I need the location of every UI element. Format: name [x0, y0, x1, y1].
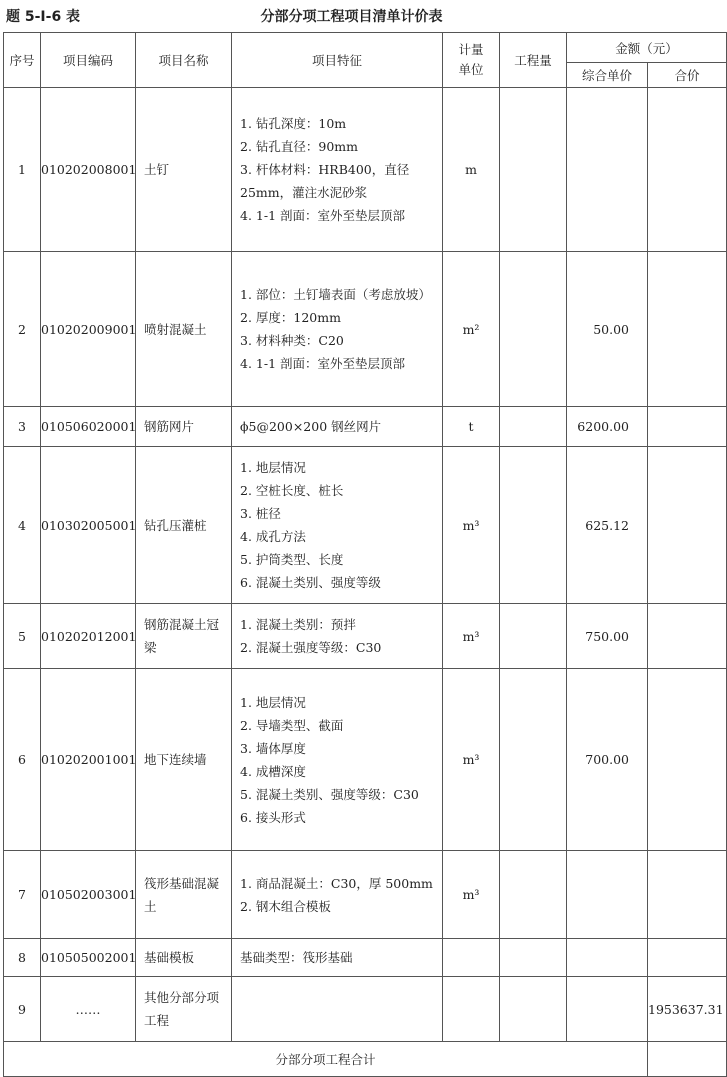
row-total-cell: [648, 604, 727, 669]
row-qty-cell: [500, 669, 567, 851]
row-qty-cell: [500, 407, 567, 447]
row-unit-price-cell: 6200.00: [567, 407, 648, 447]
feature-line: 3. 材料种类：C20: [240, 333, 344, 348]
row-code-cell: 010202009001: [41, 252, 136, 407]
feature-line: 6. 混凝土类别、强度等级: [240, 575, 381, 590]
table-row: [4, 939, 727, 977]
row-feature-cell: [232, 604, 443, 669]
row-unit-price-cell: 750.00: [567, 604, 648, 669]
row-no-cell: 7: [4, 851, 41, 939]
table-row: [4, 851, 727, 939]
table-number-label: 题 5-Ⅰ-6 表: [6, 9, 81, 25]
feature-line: 2. 混凝土强度等级：C30: [240, 640, 382, 655]
row-name-cell: 钢筋网片: [136, 407, 232, 447]
col-header-unit: [443, 33, 500, 88]
row-unit-price-cell: [567, 88, 648, 252]
row-unit-cell: [443, 977, 500, 1042]
row-code-cell: 010502003001: [41, 851, 136, 939]
row-no-cell: 6: [4, 669, 41, 851]
row-unit-cell: m: [443, 88, 500, 252]
row-code-cell: 010202001001: [41, 669, 136, 851]
feature-line: 6. 接头形式: [240, 809, 306, 825]
row-unit-price-cell: 50.00: [567, 252, 648, 407]
row-feature-cell: [232, 669, 443, 851]
feature-line: 2. 空桩长度、桩长: [240, 483, 344, 498]
table-row: [4, 447, 727, 604]
row-code-cell: 010505002001: [41, 939, 136, 977]
row-no-cell: 4: [4, 447, 41, 604]
row-unit-price-cell: [567, 851, 648, 939]
row-total-cell: [648, 939, 727, 977]
row-qty-cell: [500, 977, 567, 1042]
feature-line: 4. 成槽深度: [240, 763, 306, 779]
table-row: [4, 669, 727, 851]
feature-line: 4. 1-1 剖面：室外至垫层顶部: [240, 208, 406, 223]
row-no-cell: 8: [4, 939, 41, 977]
row-no-cell: 5: [4, 604, 41, 669]
row-no-cell: 1: [4, 88, 41, 252]
feature-line: 3. 桩径: [240, 506, 281, 521]
feature-line: 3. 墙体厚度: [240, 740, 306, 756]
row-unit-price-cell: 700.00: [567, 669, 648, 851]
col-header-unit-text: 计量单位: [458, 42, 484, 77]
row-name-cell: 土钉: [136, 88, 232, 252]
feature-line: 4. 成孔方法: [240, 529, 306, 544]
table-row: [4, 252, 727, 407]
total-row-label: 分部分项工程合计: [4, 1042, 648, 1077]
feature-line: 基础类型：筏形基础: [240, 950, 353, 965]
row-qty-cell: [500, 88, 567, 252]
row-feature-cell: [232, 407, 443, 447]
row-qty-cell: [500, 447, 567, 604]
row-unit-cell: m³: [443, 604, 500, 669]
row-code-cell: 010202008001: [41, 88, 136, 252]
row-qty-cell: [500, 939, 567, 977]
row-qty-cell: [500, 604, 567, 669]
row-code-cell: 010506020001: [41, 407, 136, 447]
row-no-cell: 2: [4, 252, 41, 407]
table-header-bar: [0, 0, 703, 32]
feature-line: 5. 护筒类型、长度: [240, 552, 344, 567]
col-header-code: 项目编码: [41, 33, 136, 88]
row-code-cell: ……: [41, 977, 136, 1042]
feature-line: 1. 混凝土类别：预拌: [240, 617, 356, 632]
row-feature-cell: [232, 851, 443, 939]
col-header-name: 项目名称: [136, 33, 232, 88]
table-row: [4, 88, 727, 252]
table-row: [4, 977, 727, 1042]
feature-line: 5. 混凝土类别、强度等级：C30: [240, 786, 419, 802]
row-total-cell: [648, 88, 727, 252]
row-no-cell: 9: [4, 977, 41, 1042]
row-unit-price-cell: 625.12: [567, 447, 648, 604]
table-row: [4, 407, 727, 447]
row-unit-price-cell: [567, 939, 648, 977]
feature-line: 2. 钢木组合模板: [240, 898, 331, 914]
row-feature-cell: [232, 939, 443, 977]
row-total-cell: [648, 669, 727, 851]
row-name-cell: 其他分部分项工程: [136, 977, 232, 1042]
feature-line: 1. 商品混凝土：C30，厚 500mm: [240, 875, 433, 891]
row-total-cell: [648, 851, 727, 939]
col-header-feature: 项目特征: [232, 33, 443, 88]
row-feature-cell: [232, 88, 443, 252]
row-code-cell: 010302005001: [41, 447, 136, 604]
total-row-value: [648, 1042, 727, 1077]
row-total-cell: [648, 407, 727, 447]
row-feature-cell: [232, 447, 443, 604]
feature-line: 1. 地层情况: [240, 694, 306, 710]
row-total-cell: [648, 447, 727, 604]
feature-line: 2. 导墙类型、截面: [240, 717, 344, 733]
row-feature-cell: [232, 977, 443, 1042]
feature-line: 1. 钻孔深度：10m: [240, 116, 347, 131]
row-unit-cell: t: [443, 407, 500, 447]
row-name-cell: 钻孔压灌桩: [136, 447, 232, 604]
feature-line: 1. 部位：土钉墙表面（考虑放坡）: [240, 287, 431, 302]
col-header-no: 序号: [4, 33, 41, 88]
table-title: 分部分项工程项目清单计价表: [260, 9, 443, 25]
col-header-total: 合价: [648, 63, 727, 88]
row-unit-cell: [443, 939, 500, 977]
col-header-qty: 工程量: [500, 33, 567, 88]
row-name-cell: 地下连续墙: [136, 669, 232, 851]
row-qty-cell: [500, 252, 567, 407]
row-unit-cell: m²: [443, 252, 500, 407]
row-unit-cell: m³: [443, 851, 500, 939]
row-feature-cell: [232, 252, 443, 407]
row-unit-price-cell: [567, 977, 648, 1042]
col-header-unit-price: 综合单价: [567, 63, 648, 88]
row-name-cell: 钢筋混凝土冠梁: [136, 604, 232, 669]
feature-line: 2. 钻孔直径：90mm: [240, 139, 359, 154]
feature-line: ϕ5@200×200 钢丝网片: [240, 419, 382, 434]
row-code-cell: 010202012001: [41, 604, 136, 669]
feature-line: 2. 厚度：120mm: [240, 310, 341, 325]
row-unit-cell: m³: [443, 669, 500, 851]
total-row: [4, 1042, 727, 1077]
row-unit-cell: m³: [443, 447, 500, 604]
row-total-cell: 1953637.31: [648, 977, 727, 1042]
feature-line: 3. 杆体材料：HRB400，直径 25mm，灌注水泥砂浆: [240, 162, 410, 200]
row-no-cell: 3: [4, 407, 41, 447]
row-name-cell: 喷射混凝土: [136, 252, 232, 407]
bill-of-quantities-table: [3, 32, 727, 1077]
row-total-cell: [648, 252, 727, 407]
row-name-cell: 基础模板: [136, 939, 232, 977]
feature-line: 4. 1-1 剖面：室外至垫层顶部: [240, 356, 406, 371]
row-qty-cell: [500, 851, 567, 939]
feature-line: 1. 地层情况: [240, 460, 306, 475]
table-row: [4, 604, 727, 669]
row-name-cell: 筏形基础混凝土: [136, 851, 232, 939]
col-header-amount: 金额（元）: [567, 33, 727, 63]
